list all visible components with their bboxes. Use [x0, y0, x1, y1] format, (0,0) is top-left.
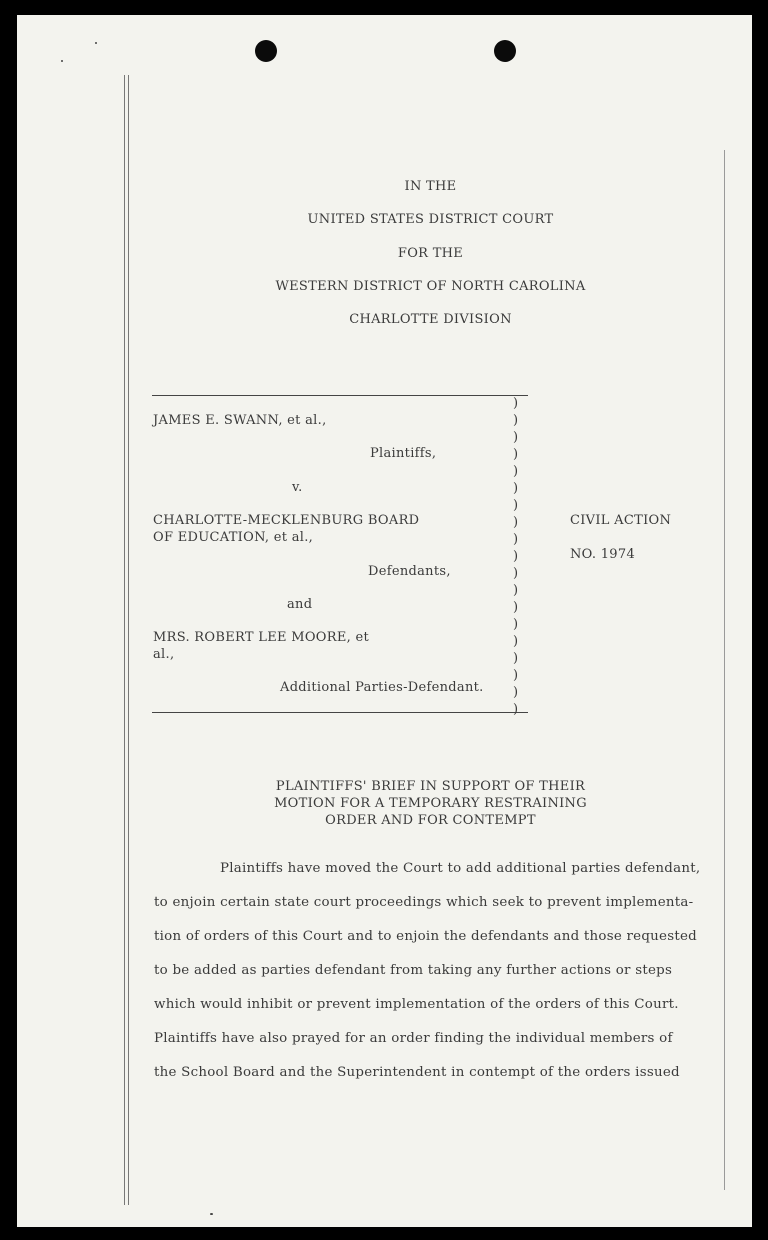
brief-title-line-1: PLAINTIFFS' BRIEF IN SUPPORT OF THEIR — [275, 779, 586, 794]
heading-line-2: UNITED STATES DISTRICT COURT — [307, 212, 554, 227]
body-line: tion of orders of this Court and to enjoin the defendants and those requested — [154, 929, 697, 944]
body-line: Plaintiffs have moved the Court to add additional parties defendant, — [220, 861, 701, 876]
heading-line-3: FOR THE — [397, 246, 464, 261]
left-margin-line — [124, 75, 125, 1205]
plaintiff-role: Plaintiffs, — [370, 446, 437, 461]
caption-parenthesis-column: ) ) ) ) ) ) ) ) ) ) ) ) ) ) ) ) ) ) ) — [513, 396, 519, 717]
brief-title-line-2: MOTION FOR A TEMPORARY RESTRAINING — [274, 796, 587, 811]
and-connector: and — [287, 597, 313, 612]
punch-hole-right — [494, 40, 516, 62]
case-number: NO. 1974 — [570, 547, 636, 562]
heading-line-4: WESTERN DISTRICT OF NORTH CAROLINA — [275, 279, 586, 294]
additional-party-name-line-1: MRS. ROBERT LEE MOORE, et — [153, 630, 369, 645]
speck — [61, 60, 63, 62]
caption-top-rule — [152, 395, 528, 396]
versus: v. — [292, 480, 303, 495]
body-line: to enjoin certain state court proceedings which seek to prevent implementa- — [154, 895, 694, 910]
defendant-name-line-1: CHARLOTTE-MECKLENBURG BOARD — [153, 513, 420, 528]
additional-party-name-line-2: al., — [153, 647, 175, 662]
brief-title-line-3: ORDER AND FOR CONTEMPT — [325, 813, 536, 828]
additional-party-role: Additional Parties-Defendant. — [280, 680, 484, 695]
heading-line-1: IN THE — [404, 179, 457, 194]
speck — [210, 1213, 213, 1215]
body-line: Plaintiffs have also prayed for an order finding the individual members of — [154, 1031, 673, 1046]
right-margin-line — [724, 150, 725, 1190]
caption-bottom-rule — [152, 712, 528, 713]
defendant-role: Defendants, — [368, 564, 451, 579]
left-margin-line-2 — [128, 75, 129, 1205]
body-line: the School Board and the Superintendent in contempt of the orders issued — [154, 1065, 680, 1080]
defendant-name-line-2: OF EDUCATION, et al., — [153, 530, 314, 545]
punch-hole-left — [255, 40, 277, 62]
body-line: to be added as parties defendant from taking any further actions or steps — [154, 963, 673, 978]
document-page — [17, 15, 752, 1227]
heading-line-5: CHARLOTTE DIVISION — [349, 312, 512, 327]
body-line: which would inhibit or prevent implementation of the orders of this Court. — [154, 997, 679, 1012]
civil-action-label: CIVIL ACTION — [570, 513, 672, 528]
speck — [95, 42, 97, 44]
plaintiff-name: JAMES E. SWANN, et al., — [153, 413, 327, 428]
